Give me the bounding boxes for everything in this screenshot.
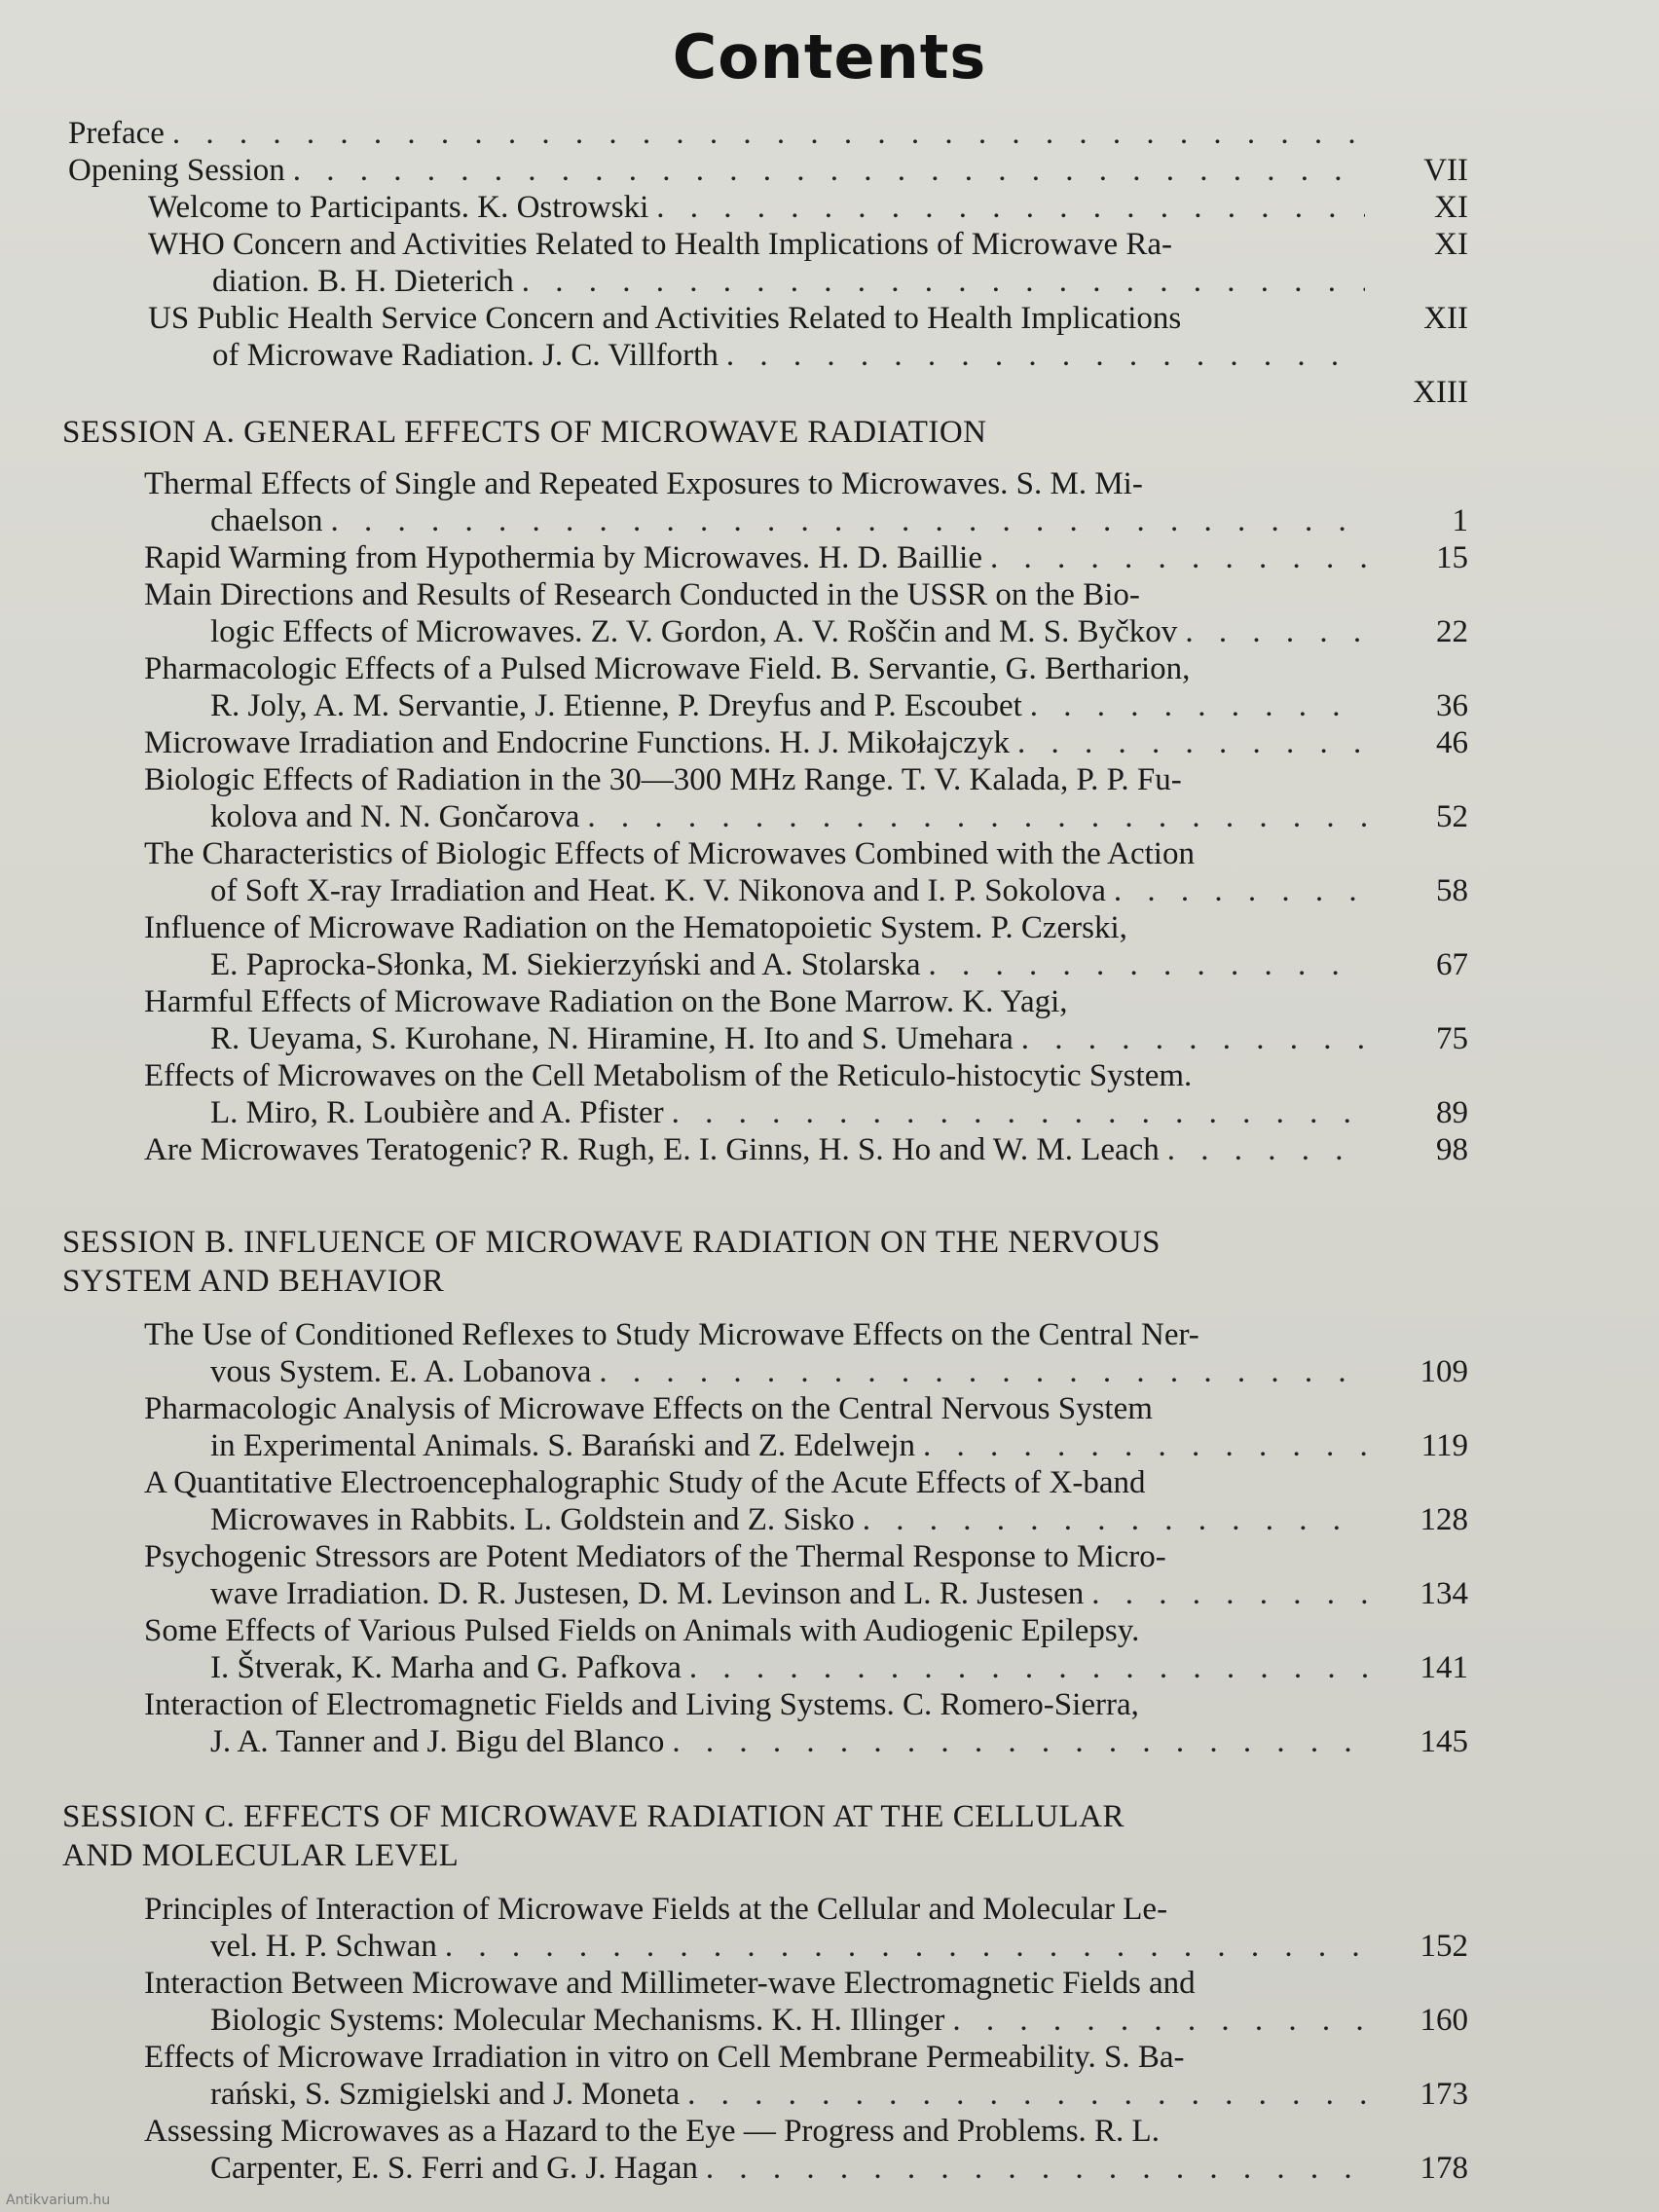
entry-title-line2: vous System. E. A. Lobanova xyxy=(210,1354,592,1389)
leader-dots xyxy=(445,1928,1367,1965)
toc-entry xyxy=(0,1316,1659,1390)
page-number: 109 xyxy=(1419,1354,1468,1389)
toc-entry xyxy=(0,2113,1659,2187)
entry-title: Microwave Irradiation and Endocrine Functions. H. J. Mikołajczyk xyxy=(144,725,1010,760)
leader-dots xyxy=(687,2076,1367,2113)
leader-dots xyxy=(1167,1131,1367,1168)
toc-entry xyxy=(0,983,1659,1057)
entry-title-line1: Interaction of Electromagnetic Fields and Living Systems. C. Romero-Sierra, xyxy=(144,1687,1139,1722)
page-number: XIII xyxy=(1413,375,1468,410)
entry-title-line2: of Soft X-ray Irradiation and Heat. K. V. Nikonova and I. P. Sokolova xyxy=(210,873,1106,908)
page-number: 141 xyxy=(1419,1650,1468,1685)
leader-dots xyxy=(293,152,1363,189)
toc-entry xyxy=(0,300,1659,374)
entry-title-line1: Assessing Microwaves as a Hazard to the Eye — Progress and Problems. R. L. xyxy=(144,2114,1160,2149)
leader-dots xyxy=(726,337,1365,374)
watermark: Antikvarium.hu xyxy=(6,2193,111,2208)
entry-title-line1: A Quantitative Electroencephalographic Study of the Acute Effects of X-band xyxy=(144,1465,1146,1500)
entry-title-line2: of Microwave Radiation. J. C. Villforth xyxy=(212,338,719,373)
toc-entry xyxy=(0,1057,1659,1131)
entry-title-line2: J. A. Tanner and J. Bigu del Blanco xyxy=(210,1724,665,1759)
entry-title-line2: in Experimental Animals. S. Barański and Z. Edelwejn xyxy=(210,1428,916,1463)
entry-title-line1: Interaction Between Microwave and Millimeter-wave Electromagnetic Fields and xyxy=(144,1966,1196,2001)
entry-title-line1: Influence of Microwave Radiation on the Hematopoietic System. P. Czerski, xyxy=(144,910,1127,945)
toc-entry-opening-session xyxy=(0,152,1659,189)
leader-dots xyxy=(1114,872,1367,909)
page-number: 145 xyxy=(1419,1724,1468,1759)
leader-dots xyxy=(923,1427,1367,1464)
page-number: 75 xyxy=(1436,1021,1468,1056)
toc-entry xyxy=(0,835,1659,909)
session-a-heading: SESSION A. GENERAL EFFECTS OF MICROWAVE RADIATION xyxy=(62,415,987,450)
page-number: VII xyxy=(1423,153,1468,188)
leader-dots xyxy=(952,2002,1367,2039)
page-number: 128 xyxy=(1419,1502,1468,1537)
leader-dots xyxy=(599,1353,1367,1390)
entry-title-line2: logic Effects of Microwaves. Z. V. Gordon, A. V. Roščin and M. S. Byčkov xyxy=(210,614,1178,649)
toc-entry xyxy=(0,1686,1659,1760)
toc-entry xyxy=(0,2039,1659,2113)
toc-entry xyxy=(0,1390,1659,1464)
entry-title: Rapid Warming from Hypothermia by Microwaves. H. D. Baillie xyxy=(144,540,982,575)
entry-title-line1: Effects of Microwaves on the Cell Metabolism of the Reticulo-histocytic System. xyxy=(144,1058,1193,1093)
entry-title-line2: rański, S. Szmigielski and J. Moneta xyxy=(210,2077,681,2112)
toc-entry xyxy=(0,909,1659,983)
page-number: 58 xyxy=(1436,873,1468,908)
entry-title: Preface xyxy=(68,116,165,151)
page-number: 119 xyxy=(1420,1428,1468,1463)
leader-dots xyxy=(1030,687,1367,724)
entry-title-line2: kolova and N. N. Gončarova xyxy=(210,799,580,834)
page-number: 36 xyxy=(1436,688,1468,723)
entry-title: Welcome to Participants. K. Ostrowski xyxy=(148,190,649,225)
toc-entry xyxy=(0,724,1659,761)
toc-entry xyxy=(0,226,1659,300)
page-number: 152 xyxy=(1419,1929,1468,1964)
entry-title-line1: Harmful Effects of Microwave Radiation on the Bone Marrow. K. Yagi, xyxy=(144,984,1068,1019)
leader-dots xyxy=(656,189,1365,226)
page-number: XI xyxy=(1434,190,1468,225)
toc-entry xyxy=(0,539,1659,576)
leader-dots xyxy=(689,1649,1367,1686)
entry-title-line1: The Use of Conditioned Reflexes to Study Microwave Effects on the Central Ner- xyxy=(144,1317,1199,1352)
page-number: 160 xyxy=(1419,2003,1468,2038)
toc-entry xyxy=(0,650,1659,724)
page-number: 46 xyxy=(1436,725,1468,760)
leader-dots xyxy=(990,539,1367,576)
page-number: 1 xyxy=(1452,503,1468,538)
entry-title-line1: Principles of Interaction of Microwave Fields at the Cellular and Molecular Le- xyxy=(144,1892,1168,1927)
toc-entry xyxy=(0,1965,1659,2039)
leader-dots xyxy=(706,2150,1367,2187)
leader-dots xyxy=(587,798,1367,835)
entry-title-line1: Effects of Microwave Irradiation in vitro on Cell Membrane Permeability. S. Ba- xyxy=(144,2040,1185,2075)
page-number: 98 xyxy=(1436,1132,1468,1167)
entry-title-line1: Thermal Effects of Single and Repeated Exposures to Microwaves. S. M. Mi- xyxy=(144,466,1143,501)
entry-title: Are Microwaves Teratogenic? R. Rugh, E. I. Ginns, H. S. Ho and W. M. Leach xyxy=(144,1132,1160,1167)
entry-title-line2: I. Štverak, K. Marha and G. Pafkova xyxy=(210,1650,682,1685)
page-title: Contents xyxy=(672,21,987,92)
leader-dots xyxy=(863,1501,1367,1538)
entry-title-line1: US Public Health Service Concern and Activities Related to Health Implications xyxy=(148,301,1182,336)
page-number: 52 xyxy=(1436,799,1468,834)
page-number: XII xyxy=(1423,301,1468,336)
entry-title-line1: Main Directions and Results of Research Conducted in the USSR on the Bio- xyxy=(144,577,1140,612)
entry-title-line1: WHO Concern and Activities Related to Health Implications of Microwave Ra- xyxy=(148,227,1173,262)
entry-title-line2: R. Joly, A. M. Servantie, J. Etienne, P. Dreyfus and P. Escoubet xyxy=(210,688,1022,723)
entry-title-line1: Pharmacologic Effects of a Pulsed Microwave Field. B. Servantie, G. Bertharion, xyxy=(144,651,1191,686)
entry-title-line2: Biologic Systems: Molecular Mechanisms. K. H. Illinger xyxy=(210,2003,945,2038)
leader-dots xyxy=(172,115,1363,152)
entry-title-line2: Carpenter, E. S. Ferri and G. J. Hagan xyxy=(210,2151,698,2186)
leader-dots xyxy=(1185,613,1367,650)
entry-title-line1: The Characteristics of Biologic Effects of Microwaves Combined with the Action xyxy=(144,836,1195,871)
page-number: 178 xyxy=(1419,2151,1468,2186)
toc-entry xyxy=(0,189,1659,226)
leader-dots xyxy=(522,263,1365,300)
entry-title-line2: wave Irradiation. D. R. Justesen, D. M. Levinson and L. R. Justesen xyxy=(210,1576,1085,1611)
leader-dots xyxy=(672,1723,1367,1760)
leader-dots xyxy=(1021,1020,1367,1057)
page-number: 67 xyxy=(1436,947,1468,982)
entry-title-line2: vel. H. P. Schwan xyxy=(210,1929,437,1964)
toc-entry xyxy=(0,1612,1659,1686)
toc-entry xyxy=(0,576,1659,650)
entry-title-line1: Pharmacologic Analysis of Microwave Effects on the Central Nervous System xyxy=(144,1391,1153,1426)
toc-entry-preface xyxy=(0,115,1659,152)
entry-title-line2: chaelson xyxy=(210,503,323,538)
leader-dots xyxy=(929,946,1367,983)
toc-entry xyxy=(0,1891,1659,1965)
leader-dots xyxy=(1091,1575,1367,1612)
leader-dots xyxy=(672,1094,1367,1131)
page-number: 173 xyxy=(1419,2077,1468,2112)
page-number: 134 xyxy=(1419,1576,1468,1611)
toc-entry xyxy=(0,465,1659,539)
toc-entry xyxy=(0,761,1659,835)
entry-title-line1: Some Effects of Various Pulsed Fields on Animals with Audiogenic Epilepsy. xyxy=(144,1613,1140,1648)
entry-title: Opening Session xyxy=(68,153,285,188)
toc-entry xyxy=(0,1538,1659,1612)
entry-title-line1: Psychogenic Stressors are Potent Mediators of the Thermal Response to Micro- xyxy=(144,1539,1166,1574)
entry-title-line2: R. Ueyama, S. Kurohane, N. Hiramine, H. Ito and S. Umehara xyxy=(210,1021,1014,1056)
session-c-heading-line2: AND MOLECULAR LEVEL xyxy=(62,1838,460,1873)
session-b-heading-line2: SYSTEM AND BEHAVIOR xyxy=(62,1264,445,1299)
entry-title-line1: Biologic Effects of Radiation in the 30—300 MHz Range. T. V. Kalada, P. P. Fu- xyxy=(144,762,1182,797)
entry-title-line2: diation. B. H. Dieterich xyxy=(212,264,514,299)
toc-entry xyxy=(0,1464,1659,1538)
page-number: XI xyxy=(1434,227,1468,262)
leader-dots xyxy=(330,502,1367,539)
page-number: 22 xyxy=(1436,614,1468,649)
session-b-heading-line1: SESSION B. INFLUENCE OF MICROWAVE RADIATION ON THE NERVOUS xyxy=(62,1225,1161,1260)
session-c-heading-line1: SESSION C. EFFECTS OF MICROWAVE RADIATION AT THE CELLULAR xyxy=(62,1799,1125,1834)
entry-title-line2: L. Miro, R. Loubière and A. Pfister xyxy=(210,1095,664,1130)
entry-title-line2: Microwaves in Rabbits. L. Goldstein and Z. Sisko xyxy=(210,1502,855,1537)
leader-dots xyxy=(1017,724,1367,761)
page-number: 89 xyxy=(1436,1095,1468,1130)
entry-title-line2: E. Paprocka-Słonka, M. Siekierzyński and A. Stolarska xyxy=(210,947,921,982)
page-number: 15 xyxy=(1436,540,1468,575)
toc-entry xyxy=(0,1131,1659,1168)
